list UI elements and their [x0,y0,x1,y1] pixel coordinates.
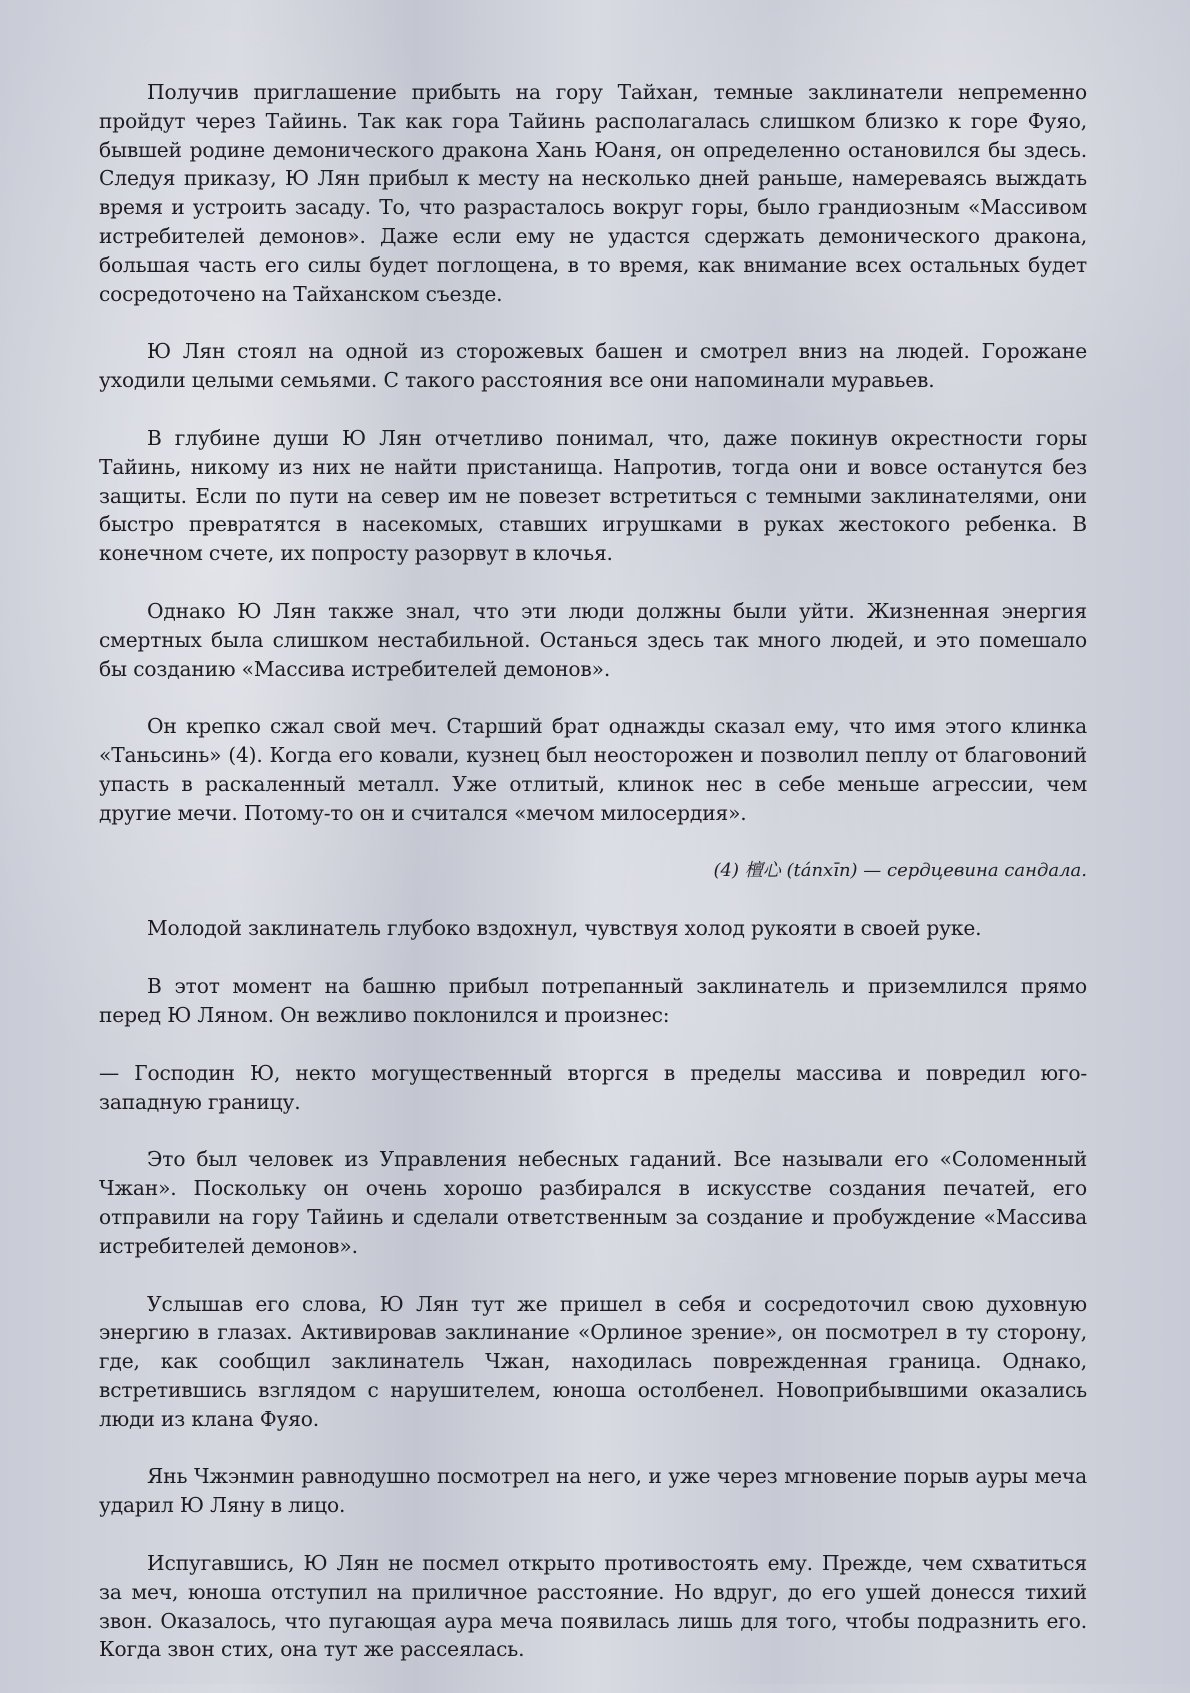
paragraph: Однако Ю Лян также знал, что эти люди должны были уйти. Жизненная энергия смертных была слишком нестабильной. Останься здесь так много людей, и это помешало бы созданию «Массива истребителей демонов». [99,598,1087,681]
dialogue-paragraph: — Господин Ю, некто могущественный вторгся в пределы массива и повредил юго-западную границу. [99,1060,1087,1114]
paragraph: Испугавшись, Ю Лян не посмел открыто противостоять ему. Прежде, чем схватиться за меч, юноша отступил на приличное расстояние. Но вдруг, до его ушей донесся тихий звон. Оказалось, что пугающая аура меча появилась лишь для того, чтобы подразнить его. Когда звон стих, она тут же рассеялась. [99,1551,1087,1662]
paragraph: Он крепко сжал свой меч. Старший брат однажды сказал ему, что имя этого клинка «Таньсинь» (4). Когда его ковали, кузнец был неосторожен и позволил пеплу от благовоний упасть в раскаленный металл. Уже отлитый, клинок нес в себе меньше агрессии, чем другие мечи. Потому-то он и считался «мечом милосердия». [99,714,1087,825]
paragraph: Это был человек из Управления небесных гаданий. Все называли его «Соломенный Чжан». Поскольку он очень хорошо разбирался в искусстве создания печатей, его отправили на гору Тайинь и сделали ответственным за создание и пробуждение «Массива истребителей демонов». [99,1147,1087,1258]
paragraph: Получив приглашение прибыть на гору Тайхан, темные заклинатели непременно пройдут через Тайинь. Так как гора Тайинь располагалась слишком близко к горе Фуяо, бывшей родине демонического дракона Хань Юаня, он определенно остановился бы здесь. Следуя приказу, Ю Лян прибыл к месту на несколько дней раньше, намереваясь выждать время и устроить засаду. То, что разрасталось вокруг горы, было грандиозным «Массивом истребителей демонов». Даже если ему не удастся сдержать демонического дракона, большая часть его силы будет поглощена, в то время, как внимание всех остальных будет сосредоточено на Тайханском съезде. [99,80,1087,306]
document-page [99,78,1087,1693]
paragraph: Услышав его слова, Ю Лян тут же пришел в себя и сосредоточил свою духовную энергию в глазах. Активировав заклинание «Орлиное зрение», он посмотрел в ту сторону, где, как сообщил заклинатель Чжан, находилась поврежденная граница. Однако, встретившись взглядом с нарушителем, юноша остолбенел. Новоприбывшими оказались люди из клана Фуяо. [99,1291,1087,1431]
paragraph: Молодой заклинатель глубоко вздохнул, чувствуя холод рукояти в своей руке. [147,916,982,941]
footnote: (4) 檀心 (tánxīn) — сердцевина сандала. [713,859,1087,881]
paragraph: Янь Чжэнмин равнодушно посмотрел на него, и уже через мгновение порыв ауры меча ударил Ю Ляну в лицо. [99,1464,1087,1518]
paragraph: Ю Лян стоял на одной из сторожевых башен и смотрел вниз на людей. Горожане уходили целыми семьями. С такого расстояния все они напоминали муравьев. [99,339,1087,393]
paragraph: В глубине души Ю Лян отчетливо понимал, что, даже покинув окрестности горы Тайинь, никому из них не найти пристанища. Напротив, тогда они и вовсе останутся без защиты. Если по пути на север им не повезет встретиться с темными заклинателями, они быстро превратятся в насекомых, ставших игрушками в руках жестокого ребенка. В конечном счете, их попросту разорвут в клочья. [99,425,1087,566]
paragraph: В этот момент на башню прибыл потрепанный заклинатель и приземлился прямо перед Ю Ляном. Он вежливо поклонился и произнес: [99,974,1087,1027]
